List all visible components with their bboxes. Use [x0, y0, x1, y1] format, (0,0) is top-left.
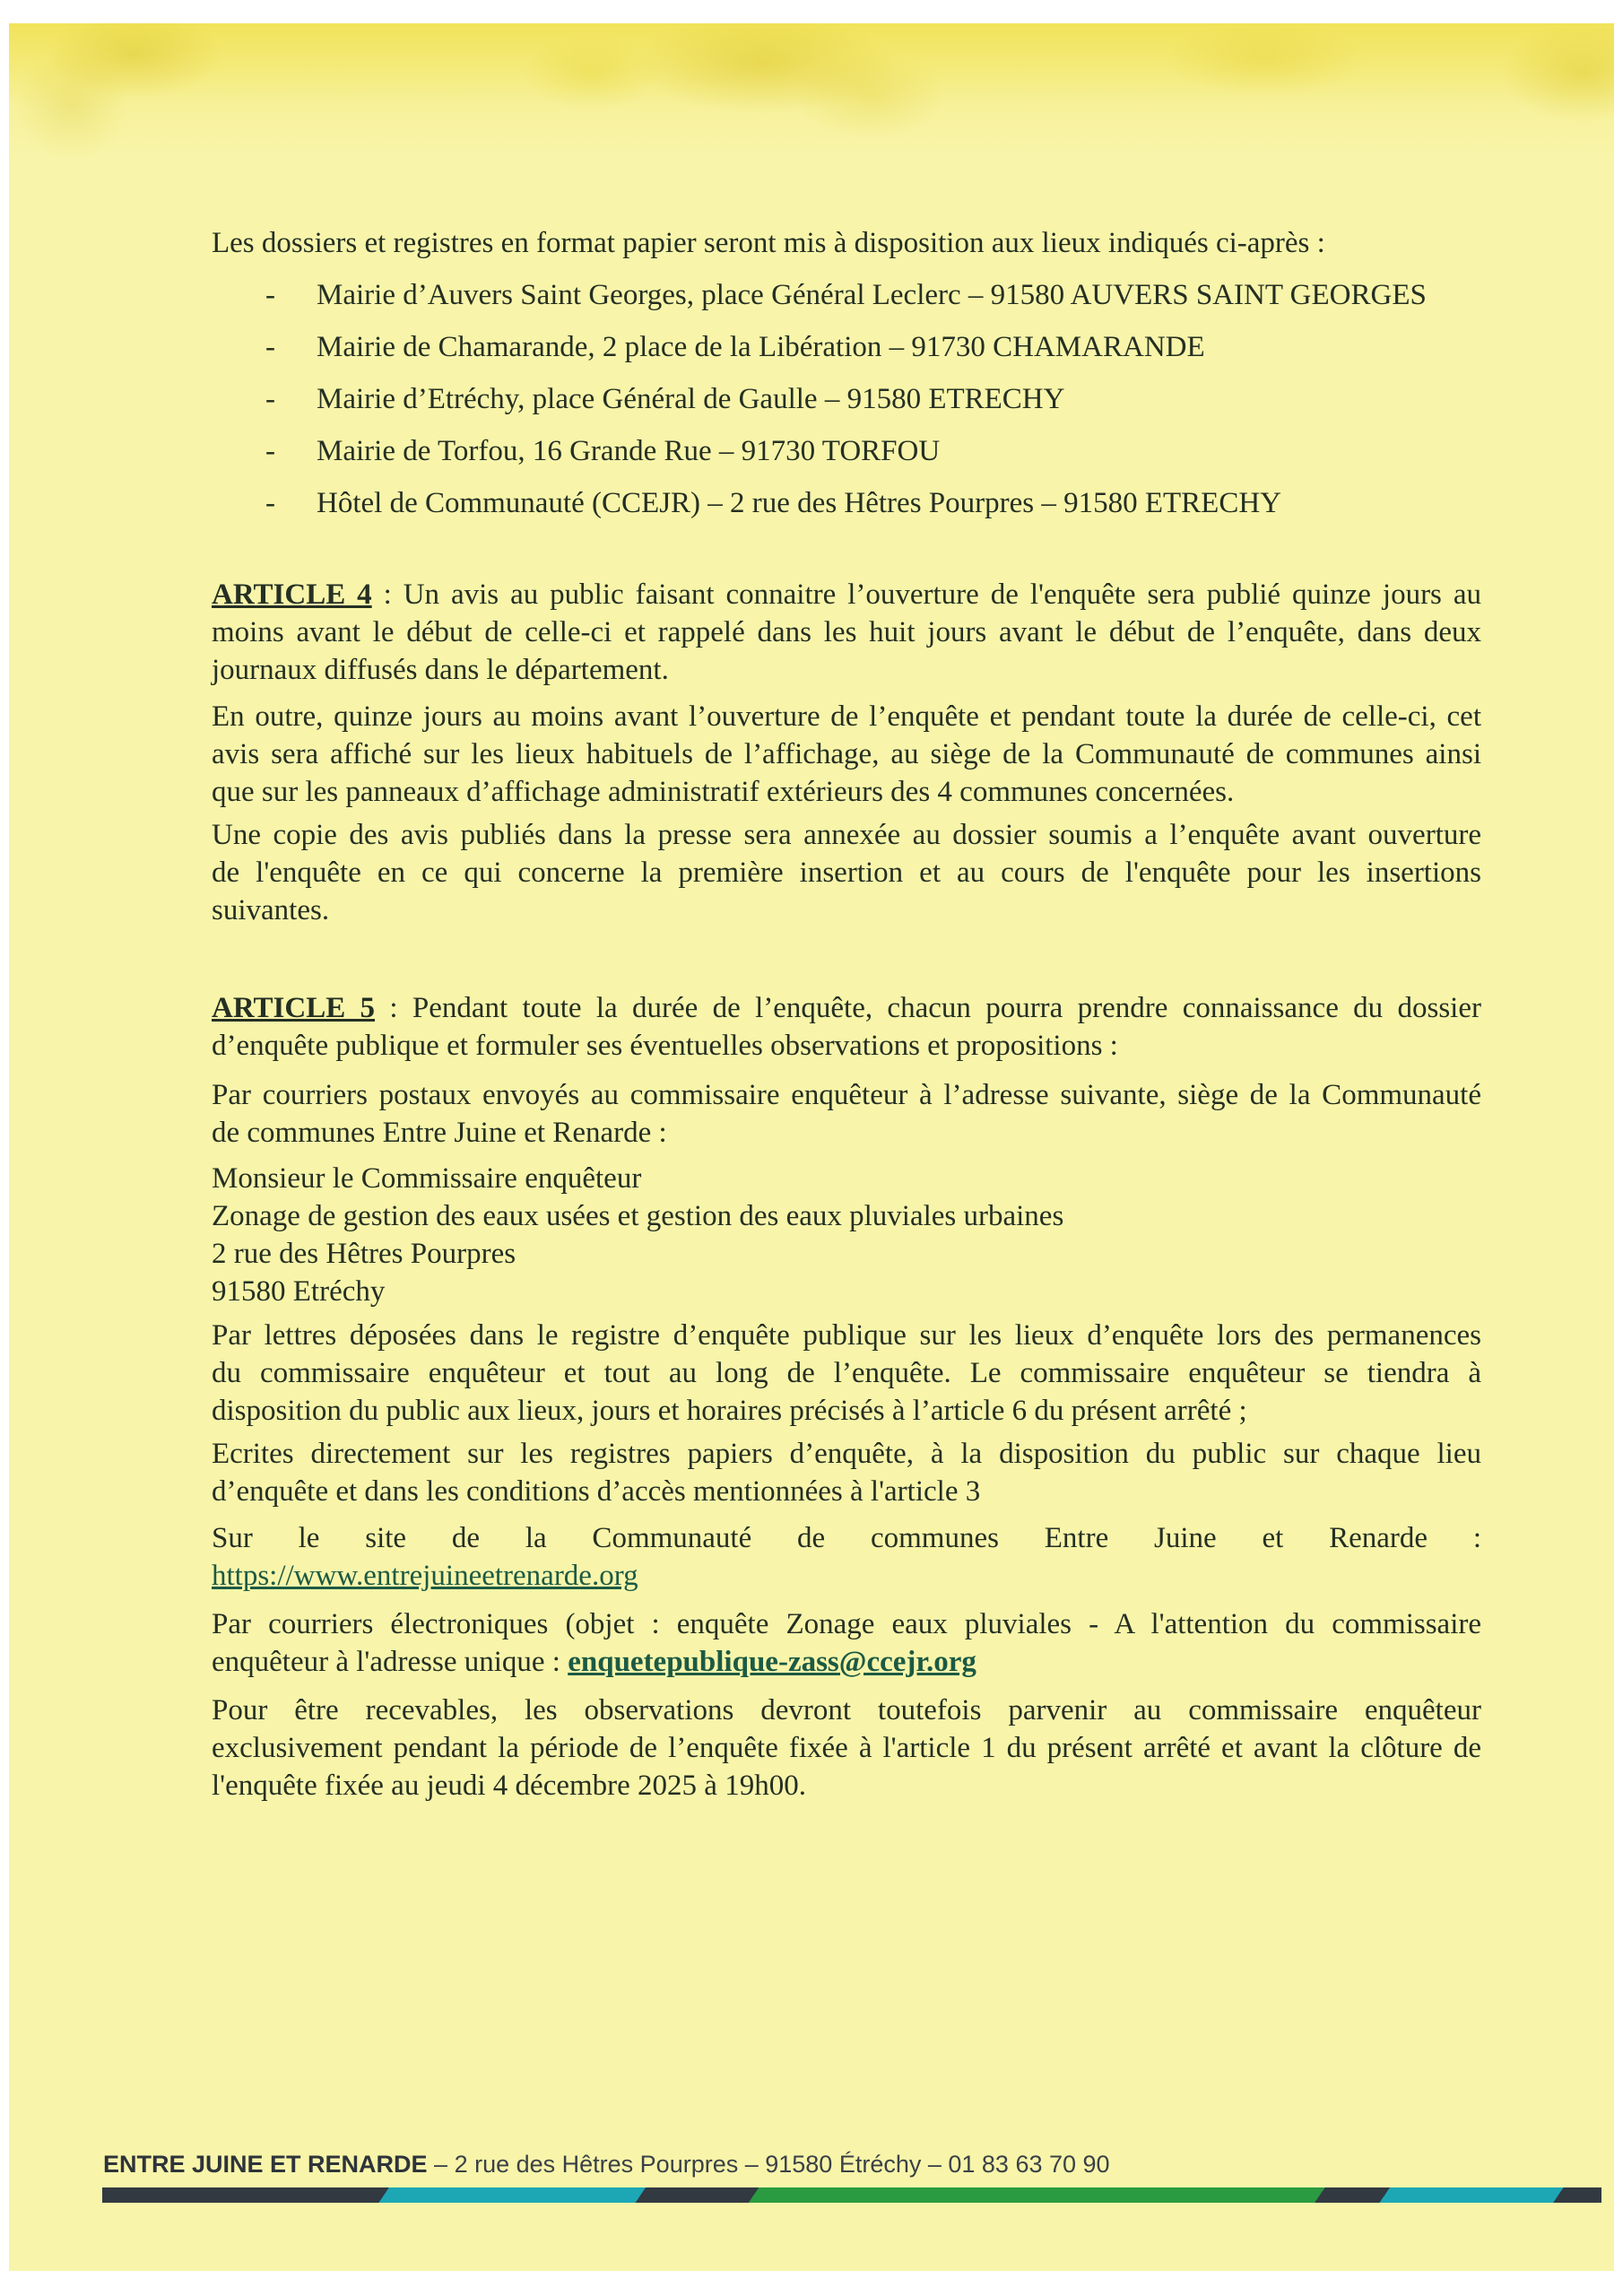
- website-link[interactable]: https://www.entrejuineetrenarde.org: [212, 1560, 638, 1592]
- list-dash-marker: -: [265, 279, 275, 311]
- location-item-text: Mairie d’Etréchy, place Général de Gaulle – 91580 ETRECHY: [317, 383, 1065, 415]
- deadline-paragraph: [212, 1692, 1481, 1805]
- location-item-text: Mairie de Torfou, 16 Grande Rue – 91730 TORFOU: [317, 435, 941, 467]
- text-run: En outre, quinze jours au moins avant l’ouverture de l’enquête et pendant toute la durée de celle-ci, cet: [212, 700, 1481, 733]
- footer-address: – 2 rue des Hêtres Pourpres – 91580 Étréchy – 01 83 63 70 90: [427, 2151, 1110, 2178]
- text-run: Zonage de gestion des eaux usées et gestion des eaux pluviales urbaines: [212, 1200, 1064, 1232]
- register-letters-paragraph: [212, 1317, 1481, 1430]
- text-run: avis sera affiché sur les lieux habituels de l’affichage, au siège de la Communauté de communes ainsi: [212, 738, 1481, 770]
- text-run: Pour être recevables, les observations devront toutefois parvenir au commissaire enquêteur: [212, 1694, 1481, 1726]
- website-paragraph: [212, 1519, 1481, 1595]
- location-item: [212, 484, 1481, 522]
- footer-color-bar: [102, 2187, 1601, 2203]
- commissioner-address-block: [212, 1160, 1481, 1310]
- text-run: Par courriers postaux envoyés au commissaire enquêteur à l’adresse suivante, siège de la Communauté: [212, 1079, 1481, 1111]
- footer-contact-line: [103, 2150, 1110, 2179]
- location-item: [212, 328, 1481, 366]
- footer-org-name: ENTRE JUINE ET RENARDE: [103, 2151, 428, 2178]
- document-page: [9, 23, 1614, 2271]
- list-dash-marker: -: [265, 435, 275, 467]
- scan-artifact-top-edge: [9, 23, 1614, 176]
- text-run: Ecrites directement sur les registres papiers d’enquête, à la disposition du public sur chaque lieu: [212, 1438, 1481, 1470]
- intro-paragraph: [212, 224, 1481, 262]
- text-run: suivantes.: [212, 894, 330, 926]
- text-run: Une copie des avis publiés dans la presse sera annexée au dossier soumis a l’enquête avant ouverture: [212, 819, 1481, 851]
- text-run: d’enquête et dans les conditions d’accès mentionnées à l'article 3: [212, 1475, 981, 1508]
- email-paragraph: [212, 1605, 1481, 1681]
- text-run: : Pendant toute la durée de l’enquête, chacun pourra prendre connaissance du dossier: [375, 992, 1481, 1024]
- text-run: exclusivement pendant la période de l’enquête fixée à l'article 1 du présent arrêté et avant la clôture de: [212, 1732, 1481, 1764]
- text-run: 91580 Etréchy: [212, 1275, 386, 1308]
- press-copy-paragraph: [212, 816, 1481, 929]
- text-run: enquêteur à l'adresse unique :: [212, 1646, 568, 1678]
- text-run: Monsieur le Commissaire enquêteur: [212, 1162, 642, 1195]
- location-item: [212, 276, 1481, 314]
- text-run: de l'enquête en ce qui concerne la première insertion et au cours de l'enquête pour les insertions: [212, 857, 1481, 889]
- list-dash-marker: -: [265, 331, 275, 363]
- location-item-text: Mairie d’Auvers Saint Georges, place Général Leclerc – 91580 AUVERS SAINT GEORGES: [317, 279, 1427, 311]
- article-5-label: ARTICLE 5: [212, 992, 376, 1024]
- text-run: journaux diffusés dans le département.: [212, 654, 669, 686]
- list-dash-marker: -: [265, 383, 275, 415]
- text-run: de communes Entre Juine et Renarde :: [212, 1117, 667, 1149]
- list-dash-marker: -: [265, 487, 275, 519]
- text-run: que sur les panneaux d’affichage administratif extérieurs des 4 communes concernées.: [212, 776, 1235, 808]
- publication-notice-paragraph: [212, 698, 1481, 811]
- article-4-label: ARTICLE 4: [212, 578, 372, 611]
- location-item: [212, 432, 1481, 470]
- text-run: moins avant le début de celle-ci et rappelé dans les huit jours avant le début de l’enquête, dans deux: [212, 616, 1481, 648]
- register-written-paragraph: [212, 1435, 1481, 1510]
- location-item-text: Hôtel de Communauté (CCEJR) – 2 rue des Hêtres Pourpres – 91580 ETRECHY: [317, 487, 1282, 519]
- text-run: Sur le site de la Communauté de communes Entre Juine et Renarde :: [212, 1522, 1481, 1554]
- text-run: d’enquête publique et formuler ses éventuelles observations et propositions :: [212, 1030, 1118, 1062]
- text-run: l'enquête fixée au jeudi 4 décembre 2025 à 19h00.: [212, 1770, 806, 1802]
- location-item: [212, 380, 1481, 418]
- postal-mail-paragraph: [212, 1076, 1481, 1152]
- article-4-paragraph: [212, 576, 1481, 689]
- text-run: Par lettres déposées dans le registre d’enquête publique sur les lieux d’enquête lors des permanences: [212, 1319, 1481, 1352]
- text-run: disposition du public aux lieux, jours et horaires précisés à l’article 6 du présent arrêté ;: [212, 1395, 1247, 1427]
- intro-text: Les dossiers et registres en format papier seront mis à disposition aux lieux indiqués ci-après :: [212, 227, 1325, 259]
- article-5-paragraph: [212, 989, 1481, 1065]
- locations-list: [212, 276, 1481, 536]
- text-run: du commissaire enquêteur et tout au long de l’enquête. Le commissaire enquêteur se tiendra à: [212, 1357, 1481, 1389]
- email-link[interactable]: enquetepublique-zass@ccejr.org: [568, 1646, 976, 1678]
- text-run: : Un avis au public faisant connaitre l’ouverture de l'enquête sera publié quinze jours au: [371, 578, 1481, 611]
- text-run: 2 rue des Hêtres Pourpres: [212, 1238, 516, 1270]
- location-item-text: Mairie de Chamarande, 2 place de la Libération – 91730 CHAMARANDE: [317, 331, 1205, 363]
- text-run: Par courriers électroniques (objet : enquête Zonage eaux pluviales - A l'attention du commissaire: [212, 1608, 1481, 1640]
